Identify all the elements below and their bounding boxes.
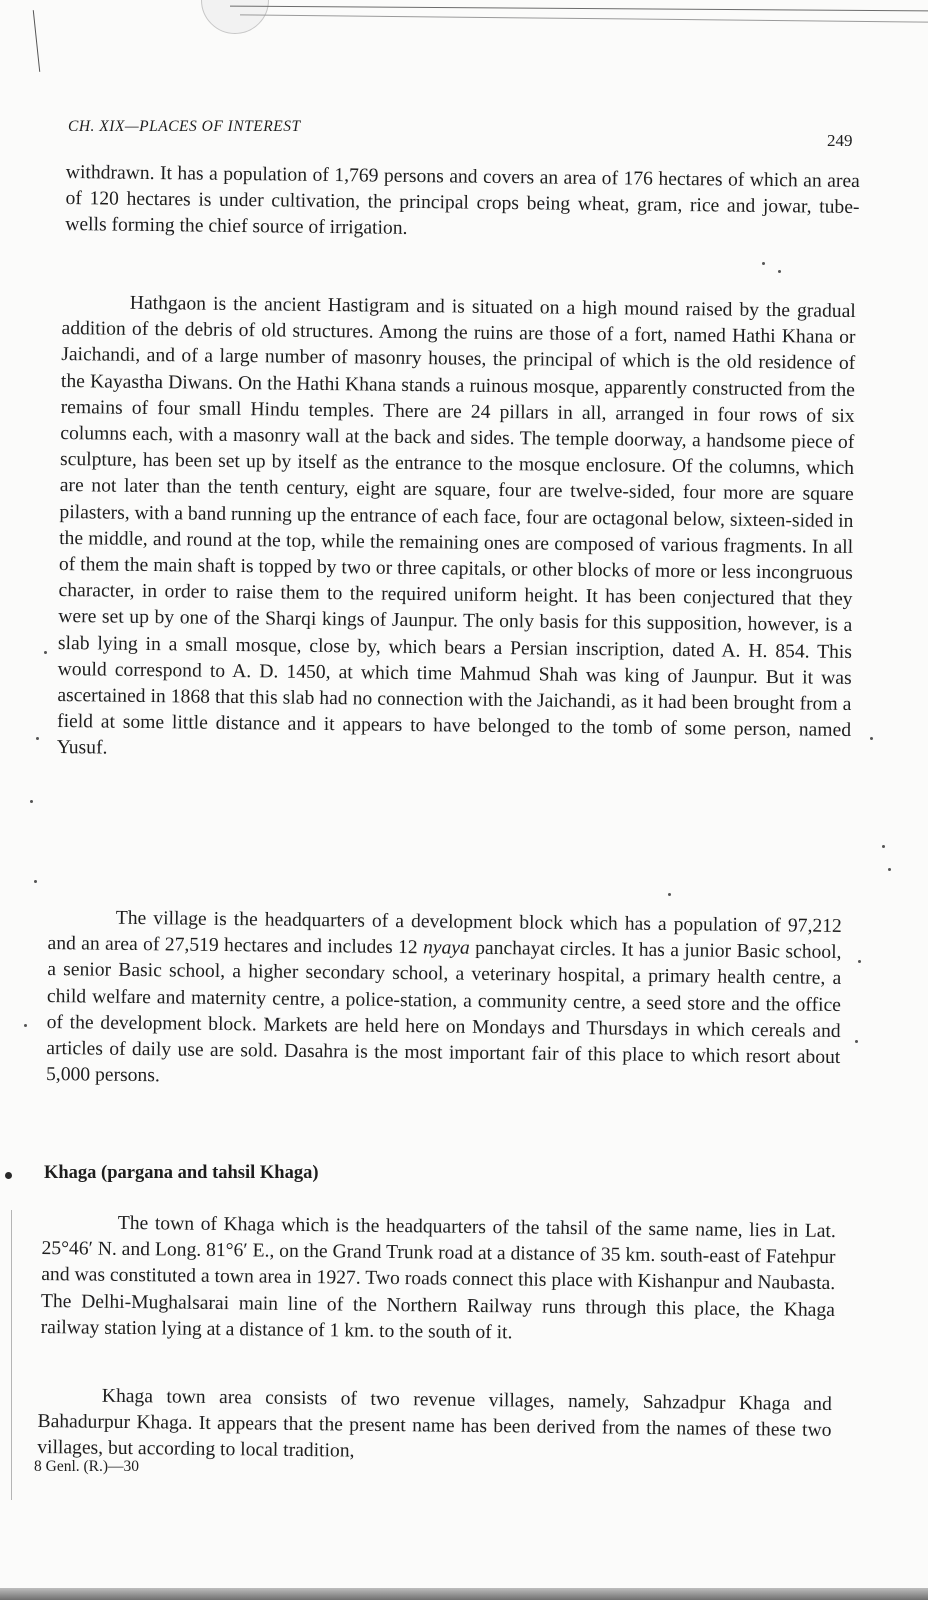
italic-term: nyaya: [422, 937, 470, 959]
paragraph-withdrawn: withdrawn. It has a population of 1,769 persons and covers an area of 176 hectares of which an area of 120 hectares is under cultivation, the principal crops being wheat, gram, rice and jowar, tube-wells forming the chief source of irrigation.: [65, 161, 860, 240]
scan-speck: [34, 880, 37, 883]
paragraph-text-part: The village is the headquarters of a development block which has a population of 97,212 and an area of 27,519 hectares and includes 12: [47, 907, 842, 959]
scan-edge-line: [230, 6, 928, 12]
scan-speck: [762, 262, 765, 265]
scan-speck: [870, 737, 873, 740]
margin-dot: [5, 1172, 12, 1179]
paragraph-text-part: panchayat circles. It has a junior Basic school, a senior Basic school, a higher secondary school, a veterinary hospital, a primary health centre, a child welfare and maternity centre, a police-station, a community centre, a seed store and the office of the development block. Markets are held here on Mondays and Thursdays in which cereals and articles of daily use are sold. Dasahra is the most important fair of this place to which resort about 5,000 persons.: [45, 937, 842, 1087]
scan-edge-line-secondary: [240, 14, 928, 22]
scan-speck: [30, 800, 33, 803]
scan-speck: [44, 651, 47, 654]
scan-speck: [858, 960, 861, 963]
section-heading-khaga: Khaga (pargana and tahsil Khaga): [44, 1163, 319, 1183]
scan-speck: [882, 845, 885, 848]
scan-bottom-edge: [0, 1588, 928, 1600]
scan-speck: [36, 737, 39, 740]
paragraph-development-block: [46, 905, 842, 1097]
scan-speck: [855, 1040, 858, 1043]
scan-speck: [668, 893, 671, 896]
scan-speck: [778, 270, 781, 273]
margin-rule: [11, 1210, 12, 1500]
page-number: 249: [827, 131, 853, 150]
running-header: CH. XIX—PLACES OF INTEREST: [68, 118, 301, 135]
paragraph-khaga-town: The town of Khaga which is the headquarters of the tahsil of the same name, lies in Lat. 25°46′ N. and Long. 81°6′ E., on the Grand Trunk road at a distance of 35 km. south-east of Fatehpur and was constituted a town area in 1927. Two roads connect this place with Kishanpur and Naubasta. The Delhi-Mughalsarai main line of the Northern Railway runs through this place, the Khaga railway station lying at a distance of 1 km. to the south of it.: [40, 1212, 836, 1344]
margin-tick-mark: [33, 10, 40, 72]
paragraph-khaga-town-area: Khaga town area consists of two revenue villages, namely, Sahzadpur Khaga and Bahadurpur Khaga. It appears that the present name has been derived from the names of these two villages, but according to local tradition,: [37, 1385, 832, 1463]
scan-speck: [24, 1024, 27, 1027]
printer-signature: 8 Genl. (R.)—30: [34, 1458, 140, 1475]
scan-speck: [888, 868, 891, 871]
paragraph-hathgaon: Hathgaon is the ancient Hastigram and is situated on a high mound raised by the gradual addition of the debris of old structures. Among the ruins are those of a fort, named Hathi Khana or Jaichandi, and of a large number of masonry houses, the principal of which is the old residence of the Kayastha Diwans. On the Hathi Khana stands a ruinous mosque, apparently constructed from the remains of four small Hindu temples. There are 24 pillars in all, arranged in four rows of six columns each, with a masonry wall at the back and sides. The temple doorway, a handsome piece of sculpture, has been set up by itself as the entrance to the mosque enclosure. Of the columns, which are not later than the tenth century, eight are square, four are twelve-sided, four more are square pilasters, with a band running up the entrance of each face, four are octagonal below, sixteen-sided in the middle, and round at the top, while the remaining ones are composed of various fragments. In all of them the main shaft is topped by two or three capitals, or other blocks of more or less incongruous character, in order to raise them to the required uniform height. It has been conjectured that they were set up by one of the Sharqi kings of Jaunpur. The only basis for this supposition, however, is a slab lying in a small mosque, close by, which bears a Persian inscription, dated A. H. 854. This would correspond to A. D. 1450, at which time Mahmud Shah was king of Jaunpur. But it was ascertained in 1868 that this slab had no connection with the Jaichandi, as it had been brought from a field at some little distance and it appears to have belonged to the tomb of some person, named Yusuf.: [56, 292, 856, 759]
